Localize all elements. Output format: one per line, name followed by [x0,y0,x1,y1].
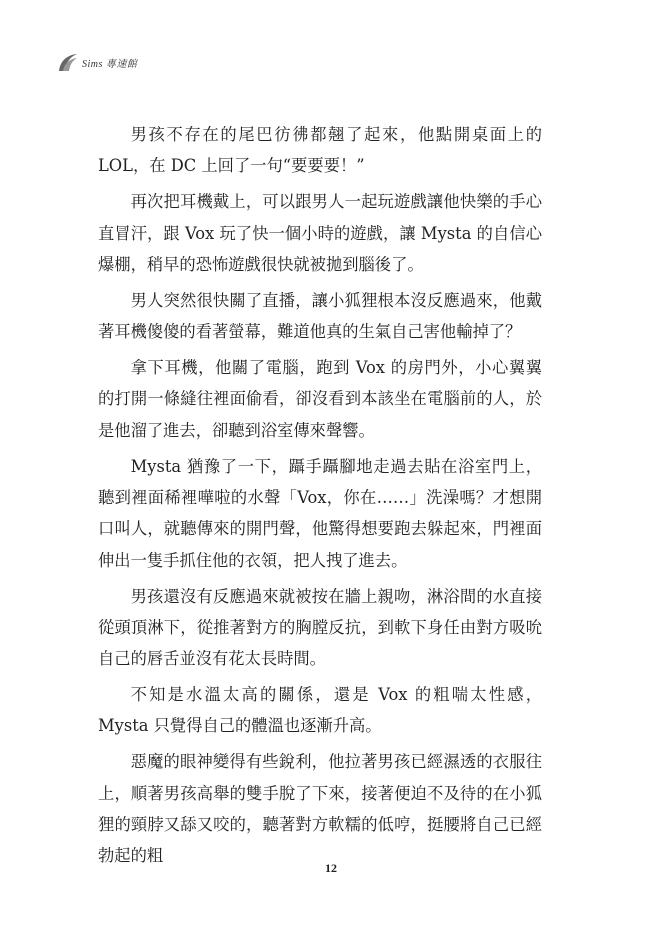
logo-swoosh-icon [58,52,78,72]
paragraph: 男孩還沒有反應過來就被按在牆上親吻，淋浴間的水直接從頭頂淋下，從推著對方的胸膛反抗，到軟下身任由對方吸吮自己的唇舌並沒有花太長時間。 [98,586,542,669]
running-title: Sims 專速館 [82,58,138,70]
paragraph: 男孩不存在的尾巴彷彿都翹了起來，他點開桌面上的 LOL，在 DC 上回了一句“要要要！” [98,125,542,176]
body-text [98,119,542,876]
page-header [58,50,137,74]
paragraph: 惡魔的眼神變得有些銳利，他拉著男孩已經濕透的衣服往上，順著男孩高舉的雙手脫了下來，接著便迫不及待的在小狐狸的頸脖又舔又咬的，聽著對方軟糯的低哼，挺腰將自己已經勃起的粗 [98,752,542,866]
paragraph: 男人突然很快關了直播，讓小狐狸根本沒反應過來，他戴著耳機傻傻的看著螢幕，難道他真的生氣自己害他輸掉了？ [98,290,542,342]
paragraph: 不知是水溫太高的關係，還是 Vox 的粗喘太性感，Mysta 只覺得自己的體溫也逐漸升高。 [98,685,542,736]
paragraph: 再次把耳機戴上，可以跟男人一起玩遊戲讓他快樂的手心直冒汗，跟 Vox 玩了快一個小時的遊戲，讓 Mysta 的自信心爆棚，稍早的恐怖遊戲很快就被拋到腦後了。 [98,192,542,274]
paragraph: Mysta 猶豫了一下，躡手躡腳地走過去貼在浴室門上，聽到裡面稀裡嘩啦的水聲「Vox，你在……」洗澡嗎？才想開口叫人，就聽傳來的開門聲，他驚得想要跑去躲起來，門裡面伸出一隻手抓住他的衣領，把人拽了進去。 [98,456,542,570]
paragraph: 拿下耳機，他關了電腦，跑到 Vox 的房門外，小心翼翼的打開一條縫往裡面偷看，卻沒看到本該坐在電腦前的人，於是他溜了進去，卻聽到浴室傳來聲響。 [98,358,542,440]
page-number: 12 [325,861,337,875]
